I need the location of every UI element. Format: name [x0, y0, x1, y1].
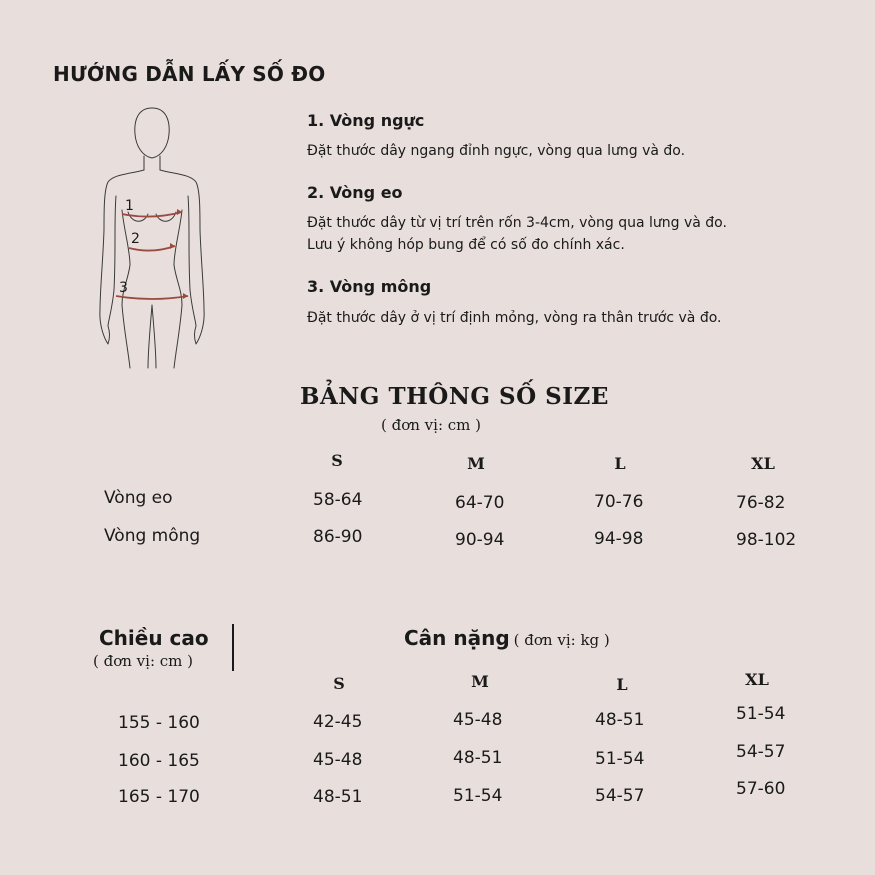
section-text-bust: Đặt thước dây ngang đỉnh ngực, vòng qua lưng và đo. [307, 143, 686, 159]
table-cell: 45-48 [453, 710, 503, 730]
row-label-hip: Vòng mông [104, 526, 201, 546]
table-cell: 51-54 [595, 749, 645, 769]
figure-label-1: 1 [125, 198, 134, 214]
table-cell: 42-45 [313, 712, 363, 732]
height-header: Chiều cao [99, 626, 209, 650]
table-cell: 48-51 [595, 710, 645, 730]
height-unit: ( đơn vị: cm ) [93, 652, 194, 670]
table-cell: 48-51 [453, 748, 503, 768]
table-cell: 76-82 [736, 493, 786, 513]
table-cell: 86-90 [313, 527, 363, 547]
body-measurement-figure [92, 100, 222, 370]
table-cell: 90-94 [455, 530, 505, 550]
table-cell: 54-57 [595, 786, 645, 806]
weight-header-group [404, 626, 610, 650]
table-cell: 64-70 [455, 493, 505, 513]
weight-col-header: S [333, 674, 345, 693]
size-col-header: S [331, 451, 343, 470]
height-row-label: 155 - 160 [118, 713, 200, 733]
size-table-unit: ( đơn vị: cm ) [381, 416, 482, 434]
weight-unit: ( đơn vị: kg ) [513, 631, 610, 649]
section-text-waist-1: Đặt thước dây từ vị trí trên rốn 3-4cm, vòng qua lưng và đo. [307, 215, 727, 231]
size-col-header: M [467, 454, 485, 473]
section-text-hip: Đặt thước dây ở vị trí định mỏng, vòng ra thân trước và đo. [307, 310, 722, 326]
weight-col-header: M [471, 672, 489, 691]
table-cell: 94-98 [594, 529, 644, 549]
size-table-title: BẢNG THÔNG SỐ SIZE [300, 383, 609, 410]
size-col-header: L [614, 454, 626, 473]
section-heading-hip: 3. Vòng mông [307, 277, 432, 296]
guide-title: HƯỚNG DẪN LẤY SỐ ĐO [53, 62, 326, 86]
section-heading-bust: 1. Vòng ngực [307, 111, 425, 130]
table-cell: 51-54 [736, 704, 786, 724]
height-row-label: 160 - 165 [118, 751, 200, 771]
weight-col-header: XL [745, 670, 769, 689]
figure-label-3: 3 [119, 280, 128, 296]
row-label-waist: Vòng eo [104, 488, 173, 508]
column-divider [232, 624, 234, 671]
section-text-waist-2: Lưu ý không hóp bung để có số đo chính xác. [307, 237, 625, 253]
weight-col-header: L [616, 675, 628, 694]
height-row-label: 165 - 170 [118, 787, 200, 807]
figure-label-2: 2 [131, 231, 140, 247]
table-cell: 45-48 [313, 750, 363, 770]
table-cell: 51-54 [453, 786, 503, 806]
table-cell: 54-57 [736, 742, 786, 762]
table-cell: 48-51 [313, 787, 363, 807]
section-heading-waist: 2. Vòng eo [307, 183, 403, 202]
table-cell: 58-64 [313, 490, 363, 510]
table-cell: 57-60 [736, 779, 786, 799]
table-cell: 98-102 [736, 530, 797, 550]
table-cell: 70-76 [594, 492, 644, 512]
weight-header: Cân nặng [404, 626, 510, 650]
size-col-header: XL [751, 454, 775, 473]
